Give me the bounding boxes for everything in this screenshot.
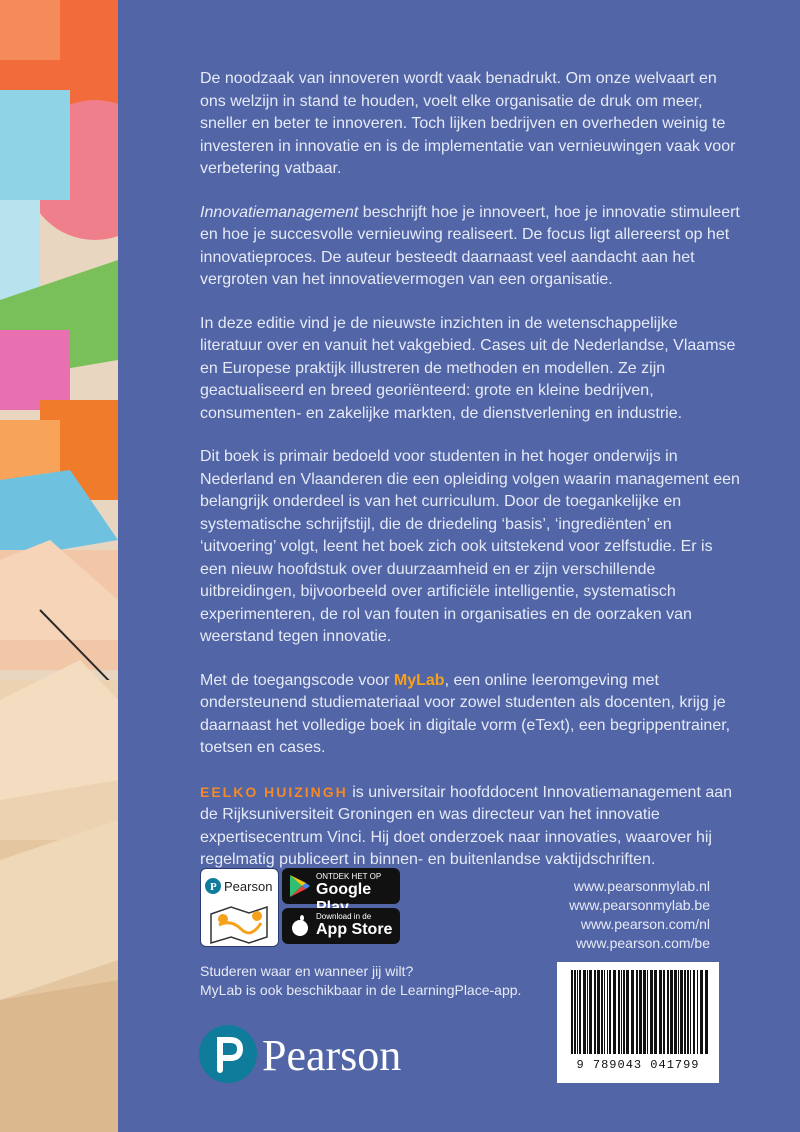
barcode-bar	[597, 970, 600, 1054]
barcode-bar	[663, 970, 665, 1054]
tagline-line-2: MyLab is ook beschikbaar in de LearningPlace-app.	[200, 982, 522, 998]
url-2[interactable]: www.pearsonmylab.be	[569, 897, 710, 913]
barcode-bar	[643, 970, 646, 1054]
app-store-small: Download in de	[316, 912, 372, 921]
barcode-bar	[647, 970, 648, 1054]
mylab-intro-text: Met de toegangscode voor	[200, 671, 394, 689]
google-play-icon	[290, 875, 310, 897]
app-store-big: App Store	[316, 921, 393, 938]
wooden-blocks-image	[0, 0, 118, 1132]
paragraph-edition: In deze editie vind je de nieuwste inzichten in de wetenschappelijke literatuur over en vanuit het vakgebied. Cases uit de Nederlandse, Vlaamse en Europese praktijk illustreren de methoden en modellen. Ze zijn geactualiseerd en breed georiënteerd: grote en kleine bedrijven, consumenten- en zakelijke markten, de dienstverlening en industrie.	[200, 314, 736, 422]
barcode-bar	[654, 970, 657, 1054]
barcode-bar	[613, 970, 616, 1054]
svg-text:P: P	[210, 881, 217, 893]
paragraph-audience: Dit boek is primair bedoeld voor studenten in het hoger onderwijs in Nederland en Vlaanderen die een opleiding volgen waarin management een belangrijk onderdeel is van het curriculum. Door de toegankelijke en systematische schrijfstijl, die de driedeling ‘basis’, ‘ingrediënten’ en ‘uitvoering’ volgt, leent het boek zich ook uitstekend voor zelfstudie. Er is een nieuw hoofdstuk over duurzaamheid en er zijn verschillende uitbreidingen, bijvoorbeeld over artificiële intelligentie, systematisch experimenteren, de rol van fouten in organisaties en de oorzaken van weerstand tegen innovatie.	[200, 448, 740, 645]
barcode-bar	[579, 970, 581, 1054]
barcode-bar	[594, 970, 596, 1054]
barcode-bar	[684, 970, 686, 1054]
cover-artwork	[0, 0, 118, 1132]
pearson-logo-icon	[198, 1024, 258, 1084]
publisher-wordmark: Pearson	[262, 1031, 402, 1080]
barcode-bar	[631, 970, 634, 1054]
barcode-bar	[697, 970, 698, 1054]
barcode-bar	[650, 970, 653, 1054]
barcode-bar	[678, 970, 679, 1054]
barcode-bar	[687, 970, 689, 1054]
app-tagline	[200, 962, 521, 1000]
isbn-barcode	[557, 962, 719, 1083]
mylab-rest-text: , een online leeromgeving met ondersteunend studiemateriaal voor zowel studenten als docenten, krijg je daarnaast het volledige boek in digitale vorm (eText), een begrippentrainer, toetsen en cases.	[200, 671, 731, 756]
url-list	[540, 877, 710, 953]
barcode-bar	[667, 970, 669, 1054]
barcode-bar	[571, 970, 573, 1054]
barcode-bar	[589, 970, 592, 1054]
paragraph-book-description	[200, 202, 740, 292]
barcode-bar	[680, 970, 683, 1054]
app-icon-label: Pearson	[224, 879, 273, 894]
barcode-bar	[609, 970, 611, 1054]
barcode-bar	[607, 970, 608, 1054]
barcode-bar	[636, 970, 638, 1054]
barcode-bar	[601, 970, 603, 1054]
paragraph-book-description-text: beschrijft hoe je innoveert, hoe je innovatie stimuleert en hoe je succesvolle vernieuwing realiseert. De focus ligt allereerst op het innovatieproces. De auteur besteedt daarnaast veel aandacht aan het vergroten van het innovatievermogen van een organisatie.	[200, 203, 740, 288]
tagline-line-1: Studeren waar en wanneer jij wilt?	[200, 963, 414, 979]
paragraph-author	[200, 781, 740, 872]
mylab-highlight: MyLab	[393, 671, 445, 689]
barcode-bar	[621, 970, 622, 1054]
url-4[interactable]: www.pearson.com/be	[576, 935, 710, 951]
barcode-bar	[700, 970, 703, 1054]
barcode-bar	[659, 970, 662, 1054]
barcode-bar	[587, 970, 588, 1054]
barcode-bar	[577, 970, 578, 1054]
google-play-badge[interactable]	[282, 868, 400, 904]
url-3[interactable]: www.pearson.com/nl	[580, 916, 710, 932]
apple-icon	[290, 915, 310, 937]
isbn-number: 9 789043 041799	[576, 1058, 700, 1072]
barcode-bar	[574, 970, 576, 1054]
blurb	[200, 68, 740, 893]
barcode-bar	[693, 970, 695, 1054]
app-store-badge[interactable]	[282, 908, 400, 944]
barcode-bar	[583, 970, 586, 1054]
pearson-app-icon	[200, 868, 279, 947]
barcode-bar	[639, 970, 642, 1054]
google-play-big: Google	[316, 881, 372, 898]
barcode-bar	[623, 970, 625, 1054]
barcode-bars	[557, 962, 719, 1058]
paragraph-intro: De noodzaak van innoveren wordt vaak benadrukt. Om onze welvaart en ons welzijn in stand te houden, voelt elke organisatie de druk om meer, sneller en beter te innoveren. Toch lijken bedrijven en overheden weinig te investeren in innovatie en is de implementatie van vernieuwingen vaak voor verbetering vatbaar.	[200, 70, 736, 177]
google-play-small: ONTDEK HET OP	[316, 872, 382, 881]
url-1[interactable]: www.pearsonmylab.nl	[573, 878, 710, 894]
barcode-bar	[670, 970, 673, 1054]
barcode-bar	[618, 970, 620, 1054]
barcode-bar	[674, 970, 677, 1054]
barcode-bar	[705, 970, 708, 1054]
author-name: EELKO HUIZINGH	[200, 783, 348, 800]
book-title-italic: Innovatiemanagement	[200, 203, 359, 221]
barcode-bar	[626, 970, 629, 1054]
author-bio-text: is universitair hoofddocent Innovatiemanagement aan de Rijksuniversiteit Groningen en was directeur van het innovatie expertisecentrum Vinci. Hij doet onderzoek naar innovaties, waarover hij regelmatig publiceert in binnen- en buitenlandse vaktijdschriften.	[200, 783, 733, 868]
barcode-bar	[690, 970, 691, 1054]
barcode-bar	[604, 970, 605, 1054]
paragraph-mylab	[200, 670, 740, 760]
